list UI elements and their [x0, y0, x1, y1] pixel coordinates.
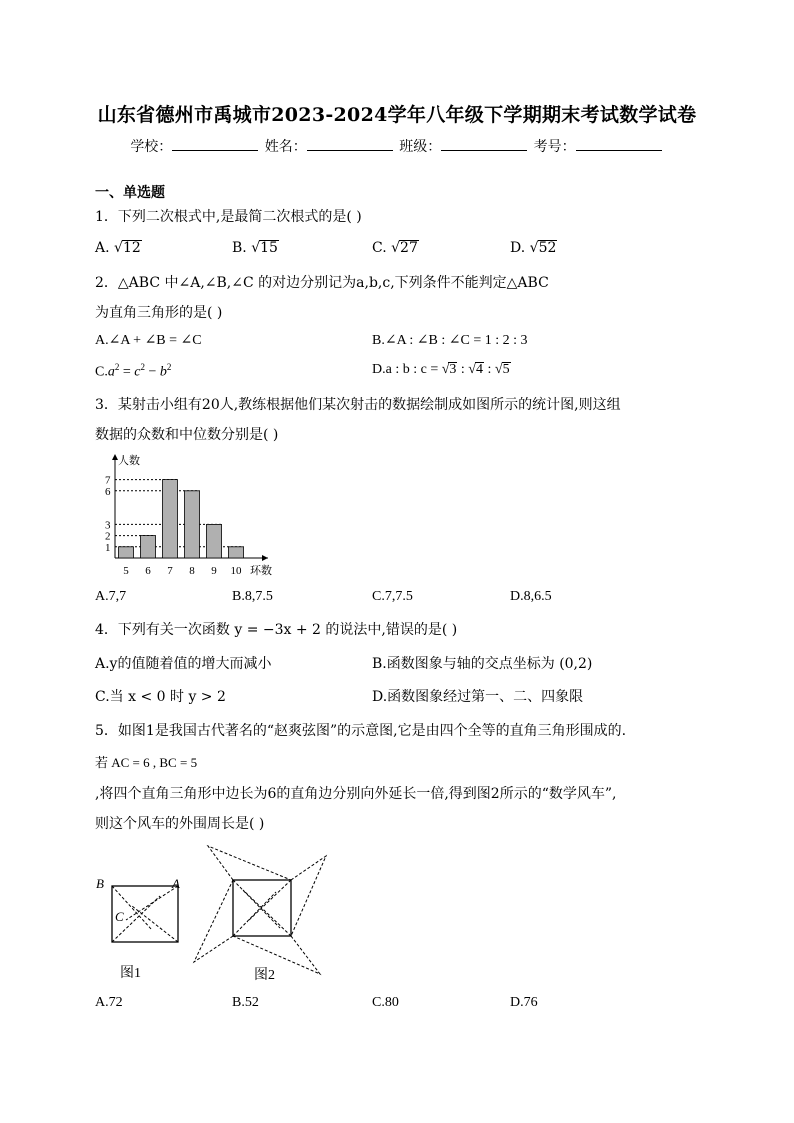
student-info-line	[0, 136, 794, 156]
q3-option-a[interactable]: A.7,7	[95, 589, 127, 604]
shooting-bar-chart	[95, 450, 285, 580]
q3-stem-line1: 3．某射击小组有20人,教练根据他们某次射击的数据绘制成如图所示的统计图,则这组	[95, 397, 621, 413]
number-blank[interactable]	[576, 138, 662, 151]
x-tick-label: 8	[189, 565, 195, 577]
school-blank[interactable]	[172, 138, 258, 151]
x-tick-label: 9	[211, 565, 217, 577]
y-tick-label: 3	[105, 519, 111, 532]
bar-8	[185, 491, 200, 558]
bar-9	[207, 524, 222, 558]
q1-option-c[interactable]: C. √27	[372, 240, 418, 256]
bar-7	[163, 480, 178, 558]
q5-option-b[interactable]: B.52	[232, 995, 259, 1010]
x-tick-label: 6	[145, 565, 151, 577]
figure-2-caption: 图2	[254, 968, 275, 983]
bar-5	[119, 547, 134, 558]
q4-stem: 4．下列有关一次函数 y = −3x + 2 的说法中,错误的是( )	[95, 622, 458, 638]
name-blank[interactable]	[307, 138, 393, 151]
class-blank[interactable]	[441, 138, 527, 151]
q3-stem-line2: 数据的众数和中位数分别是( )	[95, 427, 279, 443]
x-tick-label: 10	[230, 565, 242, 577]
q2-stem-line2: 为直角三角形的是( )	[95, 305, 223, 321]
q1-option-d[interactable]: D. √52	[510, 240, 557, 256]
bar-10	[229, 547, 244, 558]
x-tick-label: 7	[167, 565, 173, 577]
figure-1-caption: 图1	[120, 966, 141, 981]
q2-option-b[interactable]: B.∠A : ∠B : ∠C = 1 : 2 : 3	[372, 333, 528, 348]
q2-option-d[interactable]: D.a : b : c = √3 : √4 : √5	[372, 362, 510, 377]
q4-option-d[interactable]: D.函数图象经过第一、二、四象限	[372, 689, 584, 705]
x-axis-arrow	[262, 555, 268, 561]
class-label: 班级：	[399, 139, 442, 155]
q1-stem: 1．下列二次根式中,是最简二次根式的是( )	[95, 209, 362, 225]
q4-option-a[interactable]: A.y的值随着值的增大而减小	[95, 656, 272, 672]
q5-option-a[interactable]: A.72	[95, 995, 123, 1010]
x-axis-title: 环数	[250, 565, 272, 577]
q3-option-d[interactable]: D.8,6.5	[510, 589, 552, 604]
q1-option-b[interactable]: B. √15	[232, 240, 278, 256]
x-tick-label: 5	[123, 565, 129, 577]
q2-option-c[interactable]: $C.a^2 = c^2 - b^2$	[95, 362, 172, 380]
y-axis-title: 人数	[118, 455, 140, 467]
figure-1-zhao-shuang-diagram	[92, 872, 192, 982]
q5-option-c[interactable]: C.80	[372, 995, 399, 1010]
q2-stem-line1: 2．△ABC 中∠A,∠B,∠C 的对边分别记为a,b,c,下列条件不能判定△ABC	[95, 275, 549, 291]
y-tick-label: 1	[105, 541, 111, 554]
y-tick-label: 2	[105, 530, 111, 543]
q5-stem-line3: ,将四个直角三角形中边长为6的直角边分别向外延长一倍,得到图2所示的“数学风车”,	[95, 786, 617, 802]
label-a: A	[172, 876, 180, 891]
q5-option-d[interactable]: D.76	[510, 995, 538, 1010]
label-c: C	[115, 909, 124, 924]
q1-option-a[interactable]: A. √12	[95, 240, 141, 256]
figure-2-math-windmill	[190, 842, 330, 987]
y-tick-label: 7	[105, 474, 111, 487]
q2-option-a[interactable]: A.∠A + ∠B = ∠C	[95, 333, 202, 348]
number-label: 考号：	[533, 139, 576, 155]
q3-option-b[interactable]: B.8,7.5	[232, 589, 273, 604]
q5-stem-line2: 若 AC = 6 , BC = 5	[95, 755, 198, 770]
y-tick-label: 6	[105, 485, 111, 498]
page-title: 山东省德州市禹城市2023-2024学年八年级下学期期末考试数学试卷	[97, 104, 697, 126]
bar-6	[141, 536, 156, 558]
school-label: 学校：	[130, 139, 173, 155]
name-label: 姓名：	[264, 139, 307, 155]
q5-stem-line4: 则这个风车的外围周长是( )	[95, 816, 265, 832]
q4-option-c[interactable]: C.当 x < 0 时 y > 2	[95, 689, 226, 705]
label-b: B	[96, 876, 104, 891]
section-heading: 一、单选题	[95, 185, 165, 201]
q3-option-c[interactable]: C.7,7.5	[372, 589, 413, 604]
q4-option-b[interactable]: B.函数图象与轴的交点坐标为 (0,2)	[372, 656, 593, 672]
q5-stem-line1: 5．如图1是我国古代著名的“赵爽弦图”的示意图,它是由四个全等的直角三角形围成的.	[95, 723, 627, 739]
